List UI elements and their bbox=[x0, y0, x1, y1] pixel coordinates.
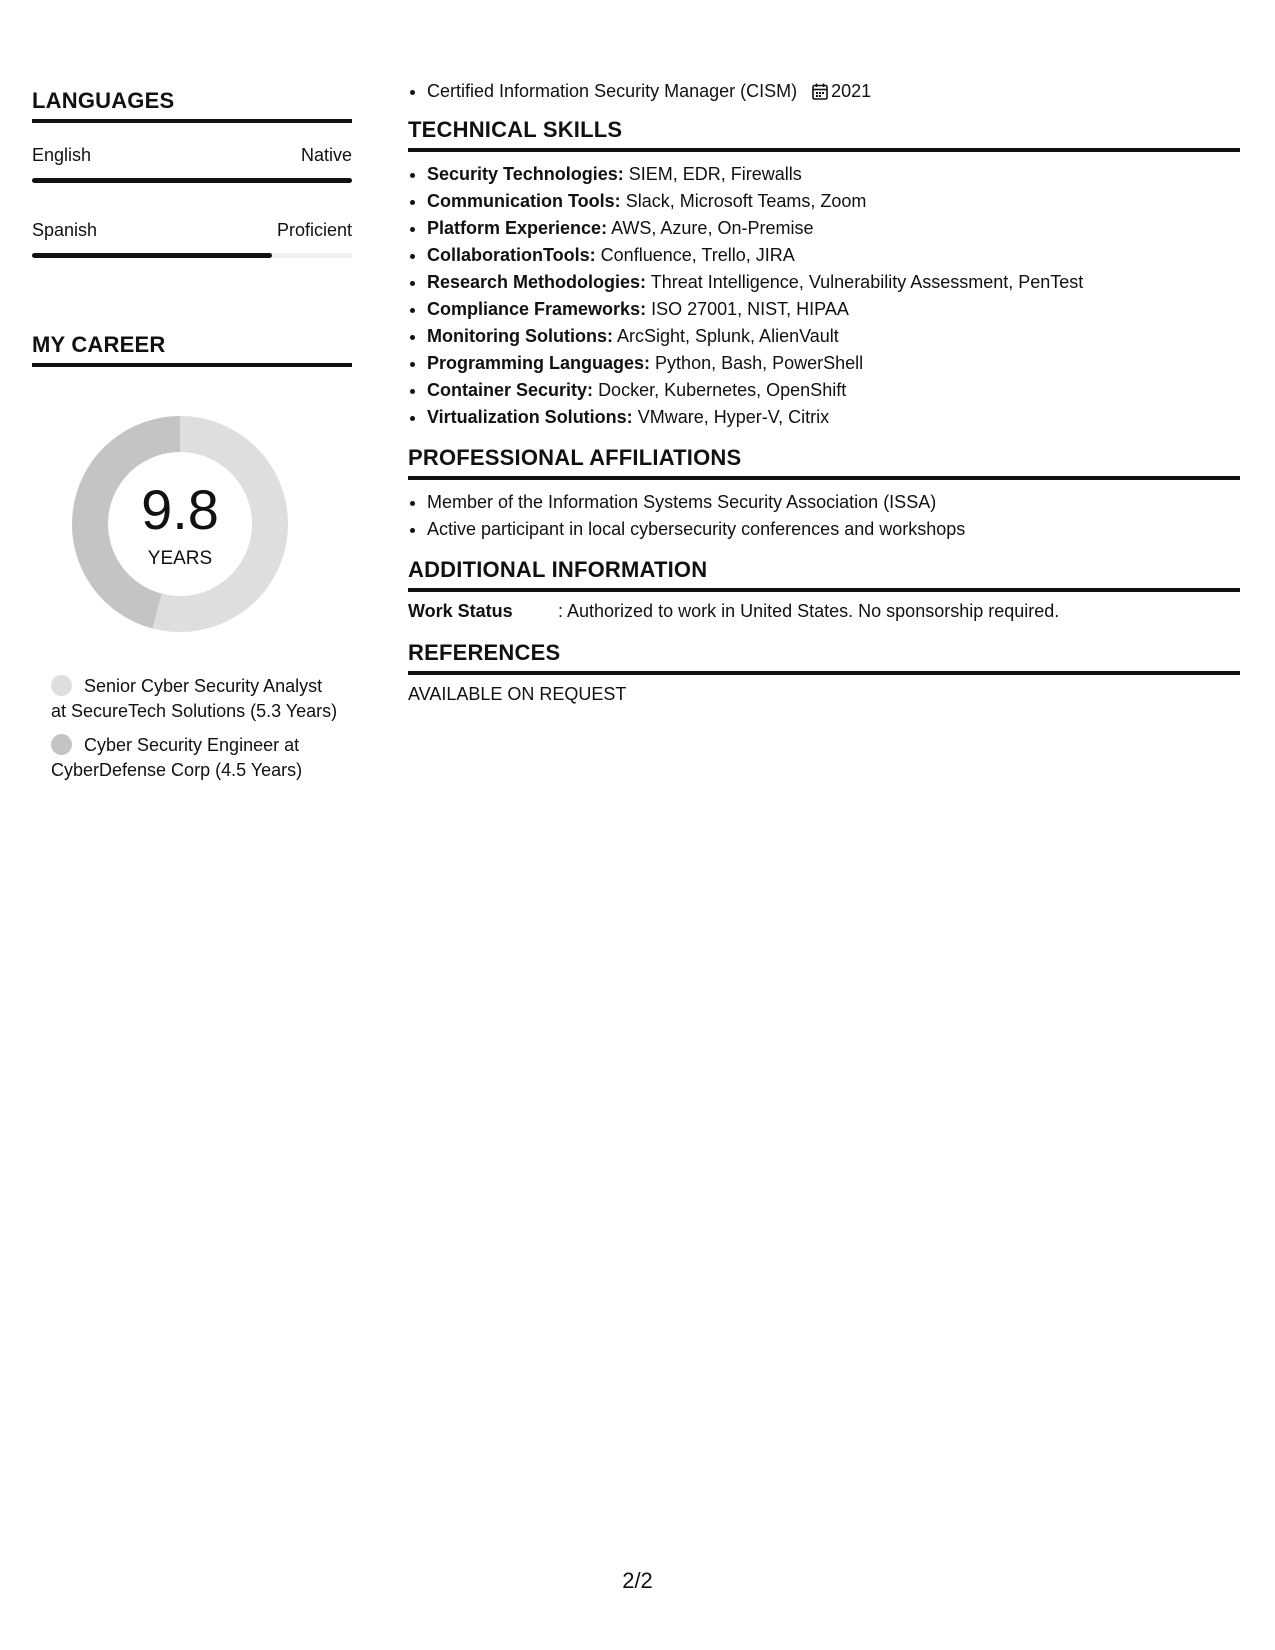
affiliation-item: • Active participant in local cybersecurity conferences and workshops bbox=[427, 516, 1240, 543]
work-status-row bbox=[408, 601, 1240, 622]
skill-item bbox=[427, 296, 1240, 323]
career-heading: MY CAREER bbox=[32, 332, 352, 367]
language-level: Proficient bbox=[276, 220, 352, 240]
skill-label: Virtualization Solutions: bbox=[427, 407, 633, 427]
career-legend-label: Cyber Security Engineer at CyberDefense Corp (4.5 Years) bbox=[51, 735, 303, 780]
language-proficiency-fill bbox=[32, 253, 272, 258]
references-section bbox=[408, 640, 1240, 705]
skill-value: Slack, Microsoft Teams, Zoom bbox=[625, 191, 867, 211]
career-total-value: 9.8 bbox=[141, 478, 219, 541]
skill-item bbox=[427, 323, 1240, 350]
skill-value: SIEM, EDR, Firewalls bbox=[628, 164, 802, 184]
skill-item bbox=[427, 188, 1240, 215]
certification-year: 2021 bbox=[831, 81, 872, 101]
skill-item bbox=[427, 161, 1240, 188]
legend-dot bbox=[51, 734, 72, 755]
language-name: English bbox=[32, 145, 92, 165]
right-column bbox=[408, 78, 1240, 705]
language-level: Native bbox=[300, 145, 352, 165]
affiliations-heading: PROFESSIONAL AFFILIATIONS bbox=[408, 445, 1240, 480]
technical-skills-section bbox=[408, 117, 1240, 431]
certifications-list bbox=[408, 78, 1240, 108]
career-total-unit: YEARS bbox=[147, 548, 213, 569]
additional-info-heading: ADDITIONAL INFORMATION bbox=[408, 557, 1240, 592]
language-proficiency-bar bbox=[32, 178, 352, 183]
languages-heading: LANGUAGES bbox=[32, 88, 352, 123]
skill-label: Communication Tools: bbox=[427, 191, 621, 211]
skill-label: Security Technologies: bbox=[427, 164, 624, 184]
references-text: AVAILABLE ON REQUEST bbox=[408, 684, 627, 704]
career-section bbox=[32, 332, 352, 783]
career-legend bbox=[51, 674, 341, 783]
language-proficiency-fill bbox=[32, 178, 352, 183]
skill-value: ISO 27001, NIST, HIPAA bbox=[651, 299, 849, 319]
skill-label: CollaborationTools: bbox=[427, 245, 596, 265]
certification-date bbox=[812, 81, 871, 101]
additional-info-section bbox=[408, 557, 1240, 622]
skill-item bbox=[427, 269, 1240, 296]
skill-label: Research Methodologies: bbox=[427, 272, 647, 292]
skill-label: Programming Languages: bbox=[427, 353, 651, 373]
certification-name: Certified Information Security Manager (CISM) bbox=[427, 81, 798, 101]
language-item bbox=[32, 145, 352, 183]
legend-dot bbox=[51, 675, 72, 696]
left-column bbox=[32, 88, 352, 792]
skill-item bbox=[427, 350, 1240, 377]
skill-value: Docker, Kubernetes, OpenShift bbox=[598, 380, 847, 400]
skill-item bbox=[427, 377, 1240, 404]
career-legend-label: Senior Cyber Security Analyst at SecureTech Solutions (5.3 Years) bbox=[51, 676, 338, 721]
career-donut-chart bbox=[66, 410, 294, 638]
skill-item bbox=[427, 215, 1240, 242]
language-item bbox=[32, 220, 352, 258]
language-proficiency-bar bbox=[32, 253, 352, 258]
references-heading: REFERENCES bbox=[408, 640, 1240, 675]
career-legend-item bbox=[51, 674, 341, 724]
affiliations-list bbox=[408, 489, 1240, 543]
skill-value: Python, Bash, PowerShell bbox=[655, 353, 864, 373]
skill-value: Confluence, Trello, JIRA bbox=[600, 245, 795, 265]
calendar-icon bbox=[812, 81, 828, 108]
skill-value: VMware, Hyper-V, Citrix bbox=[637, 407, 830, 427]
certification-item bbox=[427, 78, 1240, 108]
skill-value: Threat Intelligence, Vulnerability Assessment, PenTest bbox=[650, 272, 1084, 292]
technical-skills-heading: TECHNICAL SKILLS bbox=[408, 117, 1240, 152]
affiliation-item: • Member of the Information Systems Security Association (ISSA) bbox=[427, 489, 1240, 516]
skill-label: Platform Experience: bbox=[427, 218, 608, 238]
skill-item bbox=[427, 242, 1240, 269]
technical-skills-list bbox=[408, 161, 1240, 431]
skill-value: ArcSight, Splunk, AlienVault bbox=[616, 326, 839, 346]
language-name: Spanish bbox=[32, 220, 98, 240]
skill-label: Monitoring Solutions: bbox=[427, 326, 613, 346]
work-status-label: Work Status bbox=[408, 601, 513, 621]
work-status-value: : Authorized to work in United States. No sponsorship required. bbox=[558, 601, 1060, 621]
career-legend-item bbox=[51, 733, 341, 783]
skill-item bbox=[427, 404, 1240, 431]
skill-value: AWS, Azure, On-Premise bbox=[611, 218, 814, 238]
skill-label: Container Security: bbox=[427, 380, 594, 400]
affiliations-section bbox=[408, 445, 1240, 543]
skill-label: Compliance Frameworks: bbox=[427, 299, 647, 319]
page-number: 2/2 bbox=[622, 1568, 653, 1593]
